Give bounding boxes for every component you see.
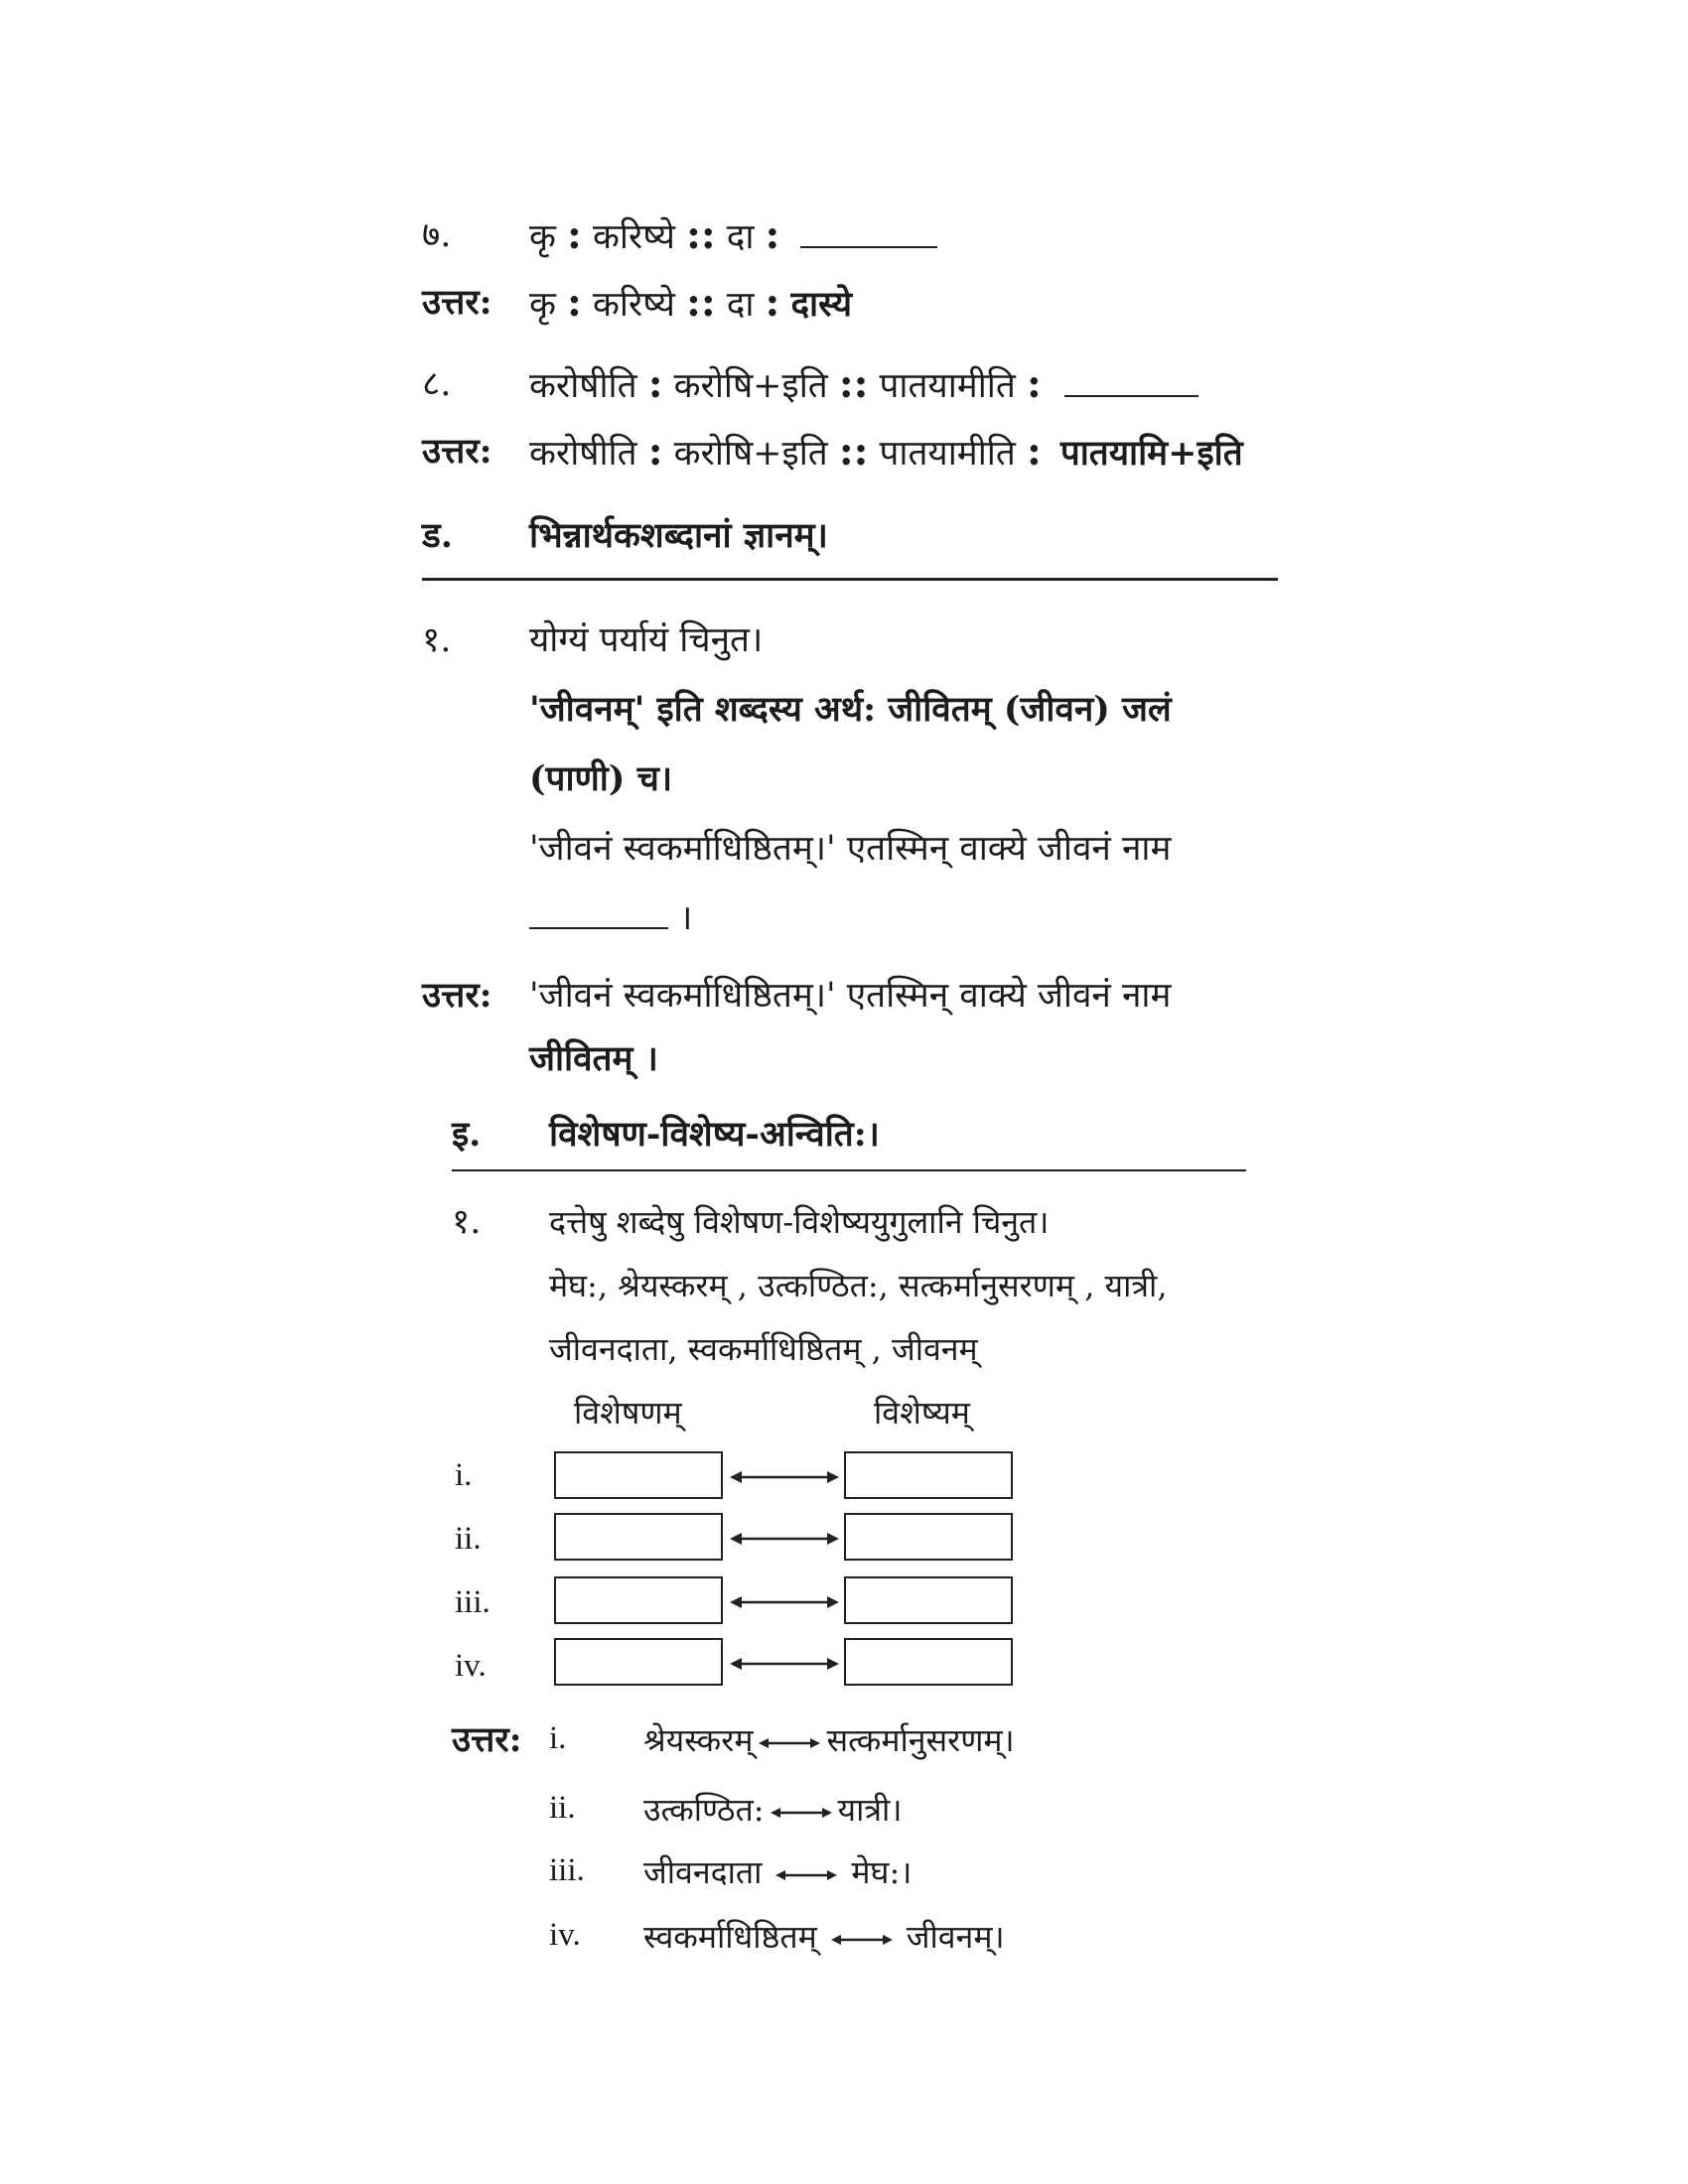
q8-answer-label: उत्तर:: [422, 431, 492, 472]
double-arrow-icon: [730, 1467, 839, 1487]
q8-ans-sep2: ::: [838, 428, 869, 475]
section-e-title: विशेषण-विशेष्य-अन्विति:।: [549, 1114, 880, 1155]
answer-noun: यात्री।: [837, 1791, 903, 1829]
answer-adjective: स्वकर्माधिष्ठितम्: [643, 1918, 817, 1956]
double-arrow-icon: [730, 1592, 839, 1612]
q8-ans-part2: करोषि+इति: [673, 434, 828, 474]
d-q1-instruction: योग्यं पर्यायं चिनुत।: [529, 620, 764, 660]
visheshanam-box[interactable]: [554, 1451, 723, 1499]
section-e-label: इ.: [452, 1114, 482, 1155]
col-header-visheshanam: विशेषणम्: [574, 1394, 682, 1432]
q7-sep2: ::: [686, 211, 716, 258]
d-q1-answer-line2: जीवितम् ।: [529, 1038, 658, 1079]
answer-pair: [643, 1785, 902, 1835]
q8-part1: करोषीति: [529, 366, 637, 406]
double-arrow-icon: [771, 1804, 832, 1822]
d-q1-question-end: ।: [679, 898, 693, 938]
q7-sep3: :: [765, 211, 780, 258]
visheshyam-box[interactable]: [844, 1638, 1013, 1686]
d-q1-blank: [529, 923, 668, 929]
double-arrow-icon: [730, 1529, 839, 1549]
e-q1-instruction: दत्तेषु शब्देषु विशेषण-विशेष्ययुगुलानि चिनुत।: [549, 1203, 1050, 1241]
q8-ans-sep3: :: [1026, 428, 1042, 475]
d-q1-question-line2: [529, 893, 692, 943]
double-arrow-icon: [775, 1866, 837, 1884]
e-q1-words-line1: मेघ:, श्रेयस्करम् , उत्कण्ठित:, सत्कर्मानुसरणम् , यात्री,: [549, 1267, 1168, 1304]
d-q1-answer-line1: 'जीवनं स्वकर्माधिष्ठितम्।' एतस्मिन् वाक्ये जीवनं नाम: [529, 976, 1172, 1016]
answer-noun: मेघ:।: [851, 1853, 913, 1891]
q8-question: [529, 359, 1198, 411]
q8-sep3: :: [1026, 360, 1042, 407]
d-q1-meaning-line2: (पाणी) च।: [529, 758, 673, 799]
answer-pair: [643, 1715, 1015, 1765]
q7-answer-value: दास्ये: [790, 284, 853, 325]
section-d-title: भिन्नार्थकशब्दानां ज्ञानम्।: [529, 515, 828, 556]
d-q1-answer-label: उत्तर:: [422, 975, 492, 1016]
visheshanam-box[interactable]: [554, 1513, 723, 1561]
q7-part1: कृ: [529, 217, 556, 257]
answer-noun: सत्कर्मानुसरणम्।: [826, 1721, 1015, 1759]
q7-ans-sep2: ::: [686, 279, 716, 326]
row-number: iv.: [455, 1648, 487, 1684]
q8-answer: [529, 427, 1243, 478]
answer-adjective: जीवनदाता: [643, 1853, 763, 1891]
q7-answer: [529, 278, 852, 330]
visheshyam-box[interactable]: [844, 1513, 1013, 1561]
answer-number: i.: [549, 1720, 567, 1756]
d-q1-number: १.: [422, 620, 452, 660]
section-d-label: ड.: [422, 515, 453, 556]
q7-ans-part1: कृ: [529, 285, 556, 325]
visheshanam-box[interactable]: [554, 1576, 723, 1624]
q7-part2: करिष्ये: [592, 217, 675, 257]
e-q1-words-line2: जीवनदाता, स्वकर्माधिष्ठितम् , जीवनम्: [549, 1330, 978, 1368]
q7-ans-part2: करिष्ये: [592, 285, 675, 325]
q7-ans-part3: दा: [726, 285, 755, 325]
q8-sep1: :: [647, 360, 663, 407]
q8-part3: पातयामीति: [879, 366, 1016, 406]
double-arrow-icon: [831, 1931, 893, 1949]
d-q1-meaning-line1: 'जीवनम्' इति शब्दस्य अर्थ: जीवितम् (जीवन) जलं: [529, 689, 1172, 730]
row-number: i.: [455, 1457, 473, 1493]
answer-pair: [643, 1912, 1005, 1962]
q8-blank: [1064, 391, 1198, 397]
answer-number: iii.: [549, 1852, 585, 1888]
answer-noun: जीवनम्।: [906, 1918, 1005, 1956]
q7-sep1: :: [567, 211, 582, 258]
q7-ans-sep1: :: [567, 279, 582, 326]
q7-question: [529, 210, 937, 262]
section-e-divider: [452, 1169, 1246, 1171]
q8-ans-sep1: :: [647, 428, 663, 475]
visheshyam-box[interactable]: [844, 1576, 1013, 1624]
q7-number: ७.: [422, 215, 452, 255]
e-q1-number: १.: [452, 1202, 482, 1242]
q8-part2: करोषि+इति: [673, 366, 828, 406]
answer-adjective: श्रेयस्करम्: [643, 1721, 754, 1759]
section-d-divider: [422, 578, 1278, 581]
visheshyam-box[interactable]: [844, 1451, 1013, 1499]
answer-adjective: उत्कण्ठित:: [643, 1791, 765, 1829]
q8-ans-part3: पातयामीति: [879, 434, 1016, 474]
col-header-visheshyam: विशेष्यम्: [874, 1394, 970, 1432]
q7-answer-label: उत्तर:: [422, 282, 492, 323]
answer-number: iv.: [549, 1917, 581, 1953]
q7-ans-sep3: :: [765, 279, 780, 326]
double-arrow-icon: [759, 1734, 820, 1752]
answer-pair: [643, 1847, 912, 1897]
q8-number: ८.: [422, 364, 452, 404]
q7-part3: दा: [726, 217, 755, 257]
q7-blank: [800, 242, 937, 248]
q8-answer-value: पातयामि+इति: [1059, 433, 1243, 474]
row-number: iii.: [455, 1584, 491, 1620]
visheshanam-box[interactable]: [554, 1638, 723, 1686]
answer-number: ii.: [549, 1790, 576, 1826]
e-q1-answer-label: उत्तर:: [452, 1719, 522, 1760]
q8-sep2: ::: [838, 360, 869, 407]
row-number: ii.: [455, 1521, 482, 1557]
q8-ans-part1: करोषीति: [529, 434, 637, 474]
d-q1-question-line1: 'जीवनं स्वकर्माधिष्ठितम्।' एतस्मिन् वाक्ये जीवनं नाम: [529, 829, 1172, 869]
double-arrow-icon: [730, 1654, 839, 1674]
